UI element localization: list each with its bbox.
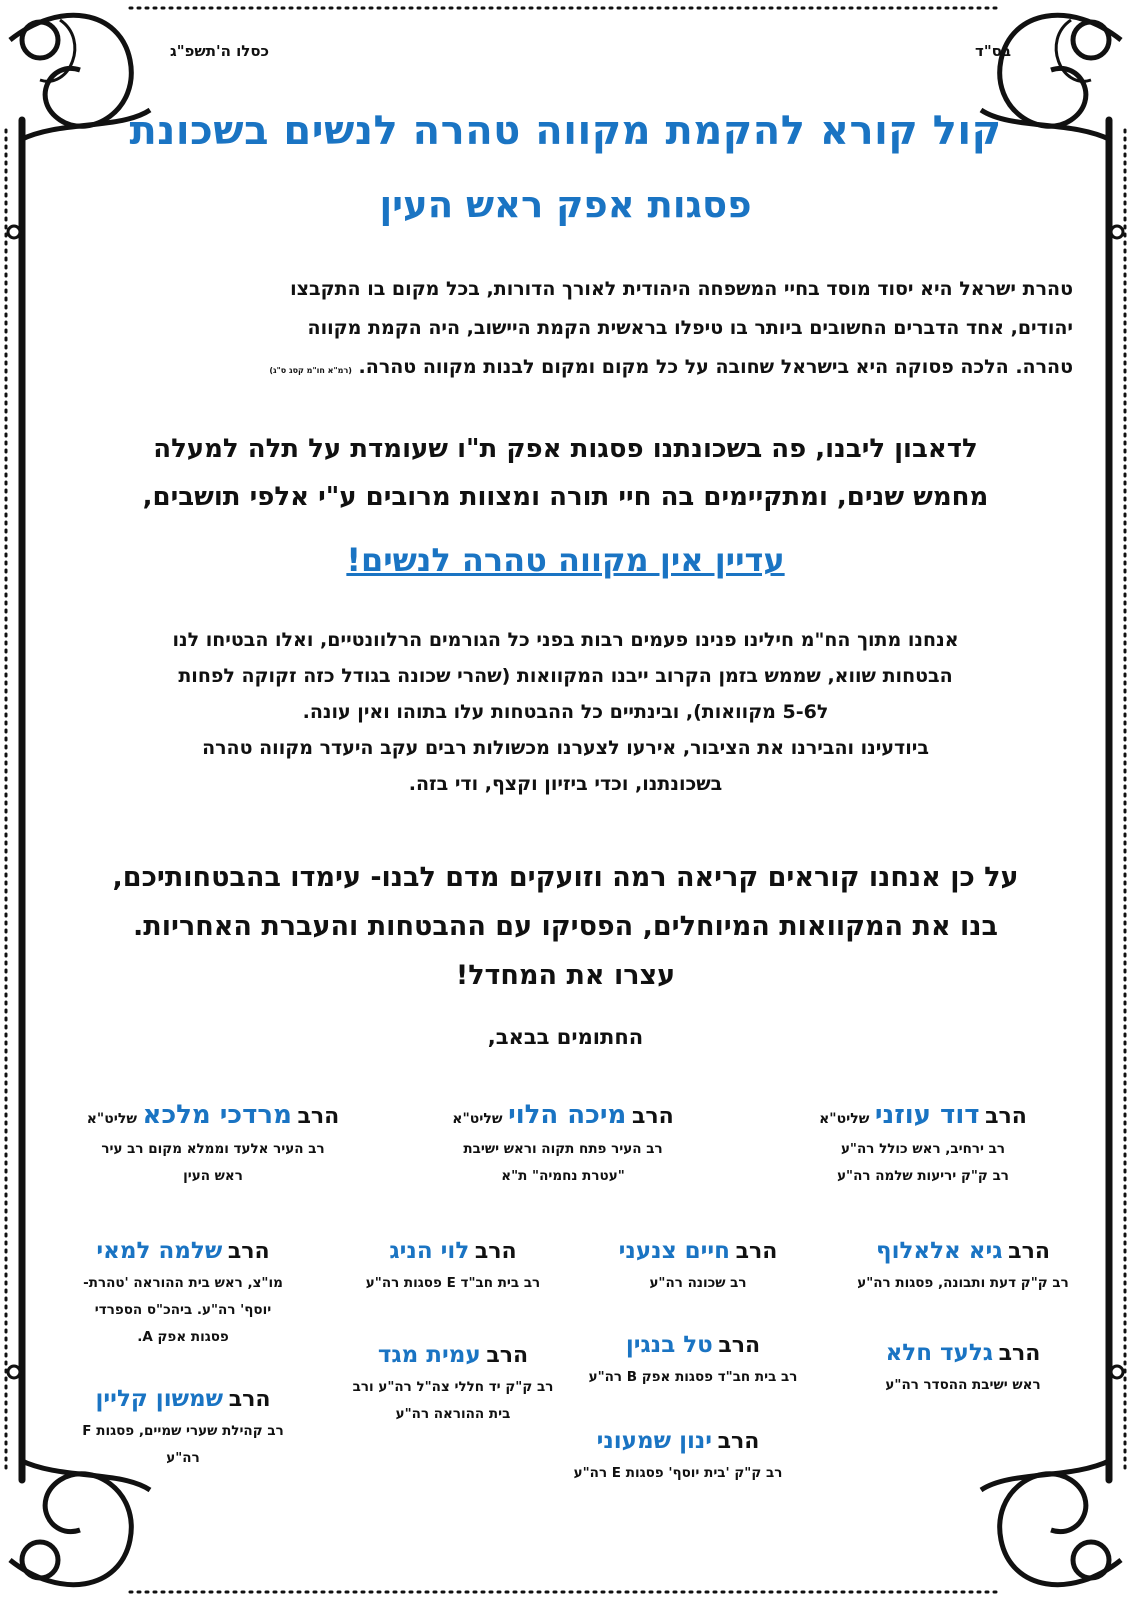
document-body (58, 0, 1073, 1600)
source-reference: (רמ"א חו"מ קסג ס"ג) (269, 366, 352, 375)
signatory-name-line: הרב דוד עוזני שליט"א (819, 1100, 1027, 1130)
signatory-name: לוי הניג (389, 1238, 470, 1264)
details-line: ל5-6 מקוואות), ובינתיים כל ההבטחות עלו בתוהו ואין עונה. (302, 701, 829, 723)
signatory (773, 1100, 1073, 1190)
signatory-description: רב ירחיב, ראש כולל רה"ע רב ק"ק יריעות שלמה רה"ע (837, 1141, 1009, 1184)
lament-line: לדאבון ליבנו, פה בשכונתנו פסגות אפק ת"ו שעומדת על תלה למעלה (153, 434, 978, 464)
signatory-description: רב קהילת שערי שמיים, פסגות F רה"ע (82, 1423, 284, 1466)
details-line: ביודעינו והבירנו את הציבור, אירעו לצערנו מכשולות רבים עקב היעדר מקווה טהרה (202, 737, 929, 759)
signatory-name: דוד עוזני (874, 1100, 980, 1130)
details-line: אנחנו מתוך הח"מ חילינו פנינו פעמים רבות בפני כל הגורמים הרלוונטיים, ואלו הבטיחו לנו (172, 629, 959, 651)
signatory: הרב עמית מגד רב ק"ק יד חללי צה"ל רה"ע ורב בית ההוראה רה"ע (333, 1342, 573, 1428)
page-subtitle: פסגות אפק ראש העין (379, 183, 752, 226)
signatory-name: מרדכי מלכא (142, 1100, 292, 1130)
intro-line: טהרת ישראל היא יסוד מוסד בחיי המשפחה היהודית לאורך הדורות, בכל מקום בו התקבצו (290, 278, 1073, 300)
intro-line (58, 348, 1073, 390)
signatory: הרב גיא אלאלוף רב ק"ק דעת ותבונה, פסגות רה"ע (833, 1238, 1093, 1297)
signatory-name: גיא אלאלוף (876, 1238, 1003, 1264)
call-line: בנו את המקוואות המיוחלים, הפסיקו עם ההבטחות והעברת האחריות. (133, 911, 998, 942)
signatory-description: מו"צ, ראש בית ההוראה 'טהרת- יוסף' רה"ע. ביהכ"ס הספרדי פסגות אפק A. (83, 1275, 283, 1345)
signatory-description: רב העיר אלעד וממלא מקום רב עיר ראש העין (101, 1141, 325, 1184)
signatory: הרב שלמה למאי מו"צ, ראש בית ההוראה 'טהרת- יוסף' רה"ע. ביהכ"ס הספרדי פסגות אפק A. (48, 1238, 318, 1351)
signatory-description: רב בית חב"ד E פסגות רה"ע (365, 1275, 541, 1291)
signatory-description: רב ק"ק יד חללי צה"ל רה"ע ורב בית ההוראה רה"ע (352, 1379, 554, 1422)
signatory-name: גלעד חלא (885, 1340, 994, 1366)
signatory-name: שמשון קליין (95, 1386, 224, 1412)
signatory (393, 1100, 733, 1190)
signatory: הרב טל בנגין רב בית חב"ד פסגות אפק B רה"ע (568, 1332, 818, 1391)
lament-line: מחמש שנים, ומתקיימים בה חיי תורה ומצוות מרובים ע"י אלפי תושבים, (142, 482, 989, 512)
call-line: עצרו את המחדל! (455, 960, 676, 991)
signatory-name-line: הרב מרדכי מלכא שליט"א (86, 1100, 340, 1130)
header-date: כסלו ה'תשפ"ג (170, 42, 270, 60)
signatory-name: טל בנגין (625, 1332, 713, 1358)
signatory: הרב חיים צנעני רב שכונה רה"ע (583, 1238, 813, 1297)
details-paragraph (58, 622, 1073, 802)
signatory: הרב שמשון קליין רב קהילת שערי שמיים, פסגות F רה"ע (48, 1386, 318, 1472)
details-line: בשכונתנו, וכדי ביזיון וקצף, ודי בזה. (408, 773, 723, 795)
header-bsd: בס"ד (975, 42, 1011, 60)
signatory-name: חיים צנעני (618, 1238, 730, 1264)
signatory (48, 1100, 378, 1190)
signatory: הרב גלעד חלא ראש ישיבת ההסדר רה"ע (833, 1340, 1093, 1399)
headline-no-mikveh: עדיין אין מקווה טהרה לנשים! (346, 541, 785, 579)
signatory-description: רב בית חב"ד פסגות אפק B רה"ע (588, 1369, 798, 1385)
signatory-description: ראש ישיבת ההסדר רה"ע (885, 1377, 1041, 1393)
signatories-label: החתומים בבאב, (487, 1025, 644, 1049)
signatory: הרב ינון שמעוני רב ק"ק 'בית יוסף' פסגות E רה"ע (553, 1428, 803, 1487)
signatory-name: עמית מגד (377, 1342, 481, 1368)
details-line: הבטחות שווא, שממש בזמן הקרוב ייבנו המקוואות (שהרי שכונה בגודל כזה זקוקה לפחות (178, 665, 953, 687)
signatory-name-line: הרב מיכה הלוי שליט"א (452, 1100, 674, 1130)
signatory-description: רב שכונה רה"ע (649, 1275, 747, 1291)
signatory-name: ינון שמעוני (596, 1428, 713, 1454)
intro-line-text: טהרה. הלכה פסוקה היא בישראל שחובה על כל מקום ומקום לבנות מקווה טהרה. (358, 356, 1073, 378)
signatory-description: רב ק"ק 'בית יוסף' פסגות E רה"ע (573, 1465, 783, 1481)
signatory-name: מיכה הלוי (508, 1100, 627, 1130)
intro-paragraph (58, 270, 1073, 390)
signatory-name: שלמה למאי (96, 1238, 223, 1264)
intro-line: יהודים, אחד הדברים החשובים ביותר בו טיפלו בראשית הקמת היישוב, היה הקמת מקווה (307, 317, 1073, 339)
signatory-description: רב העיר פתח תקוה וראש ישיבת "עטרת נחמיה" ת"א (463, 1141, 663, 1184)
signatory: הרב לוי הניג רב בית חב"ד E פסגות רה"ע (333, 1238, 573, 1297)
page-title: קול קורא להקמת מקווה טהרה לנשים בשכונת (129, 108, 1002, 154)
lament-paragraph (58, 425, 1073, 521)
call-line: על כן אנחנו קוראים קריאה רמה וזועקים מדם לבנו- עימדו בהבטחותיכם, (112, 862, 1019, 893)
call-paragraph (58, 853, 1073, 1000)
signatory-description: רב ק"ק דעת ותבונה, פסגות רה"ע (857, 1275, 1069, 1291)
